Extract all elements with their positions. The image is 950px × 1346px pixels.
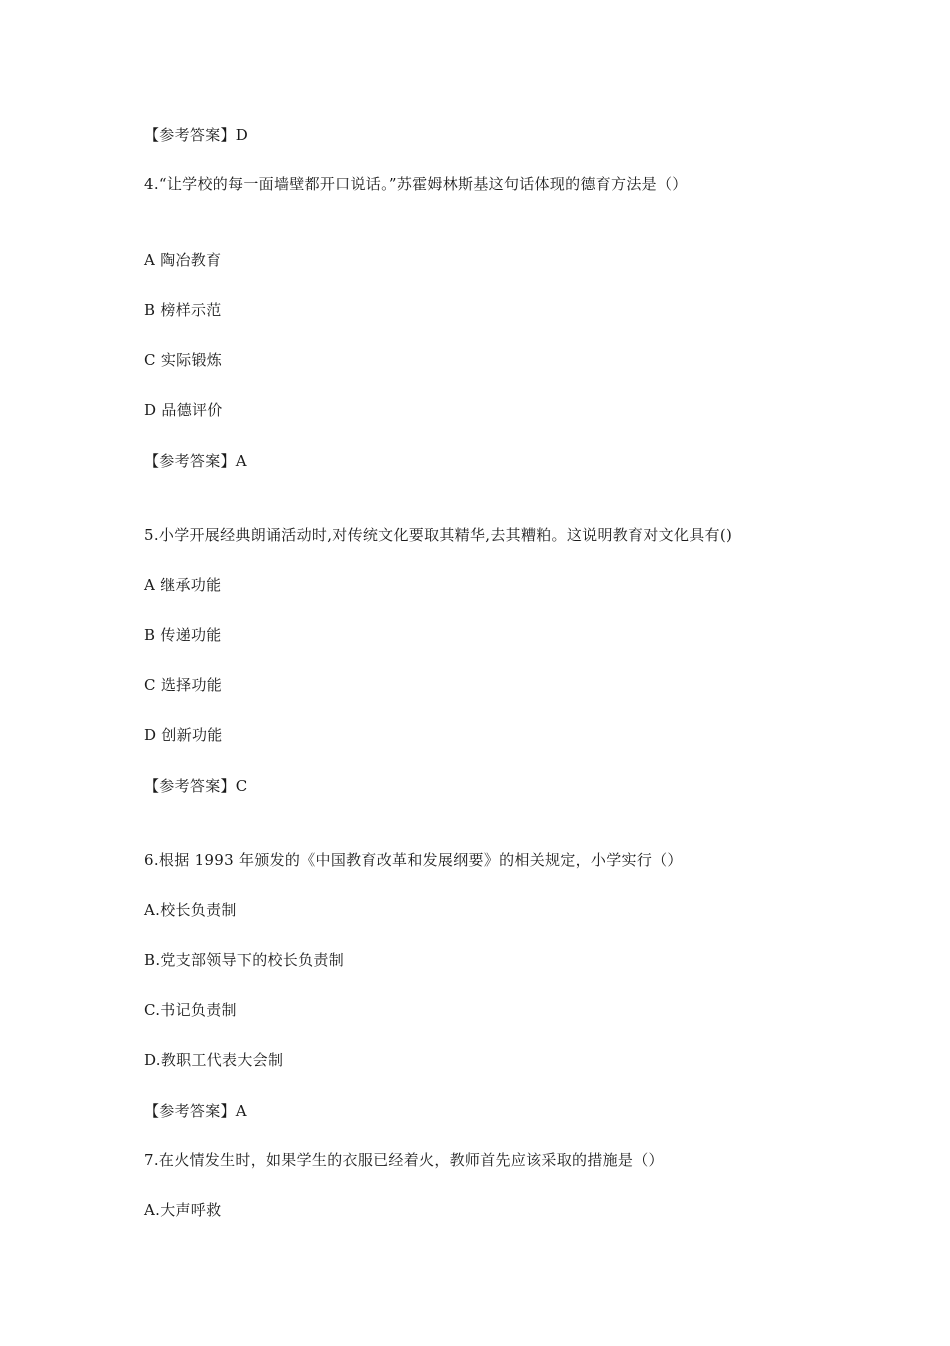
answer-key-q4: 【参考答案】A [144,452,247,470]
question-7-option-a: A.大声呼救 [144,1201,222,1219]
question-6-option-c: C.书记负责制 [144,1001,237,1019]
question-7-text: 7.在火情发生时，如果学生的衣服已经着火，教师首先应该采取的措施是（） [144,1151,664,1169]
question-4-option-a: A 陶冶教育 [144,251,222,269]
question-6-option-d: D.教职工代表大会制 [144,1051,284,1069]
question-6-text: 6.根据 1993 年颁发的《中国教育改革和发展纲要》的相关规定，小学实行（） [144,851,683,869]
answer-key-q3: 【参考答案】D [144,126,249,144]
question-4-option-c: C 实际锻炼 [144,351,223,369]
question-5-option-a: A 继承功能 [144,576,222,594]
question-4-option-b: B 榜样示范 [144,301,222,319]
question-5-option-c: C 选择功能 [144,676,223,694]
answer-key-q5: 【参考答案】C [144,777,248,795]
question-6-option-b: B.党支部领导下的校长负责制 [144,951,344,969]
question-5-option-b: B 传递功能 [144,626,222,644]
question-5-text: 5.小学开展经典朗诵活动时,对传统文化要取其精华,去其糟粕。这说明教育对文化具有() [144,526,733,544]
answer-key-q6: 【参考答案】A [144,1102,247,1120]
question-4-text: 4.“让学校的每一面墙壁都开口说话。”苏霍姆林斯基这句话体现的德育方法是（） [144,175,688,193]
question-4-option-d: D 品德评价 [144,401,223,419]
question-5-option-d: D 创新功能 [144,726,223,744]
question-6-option-a: A.校长负责制 [144,901,237,919]
